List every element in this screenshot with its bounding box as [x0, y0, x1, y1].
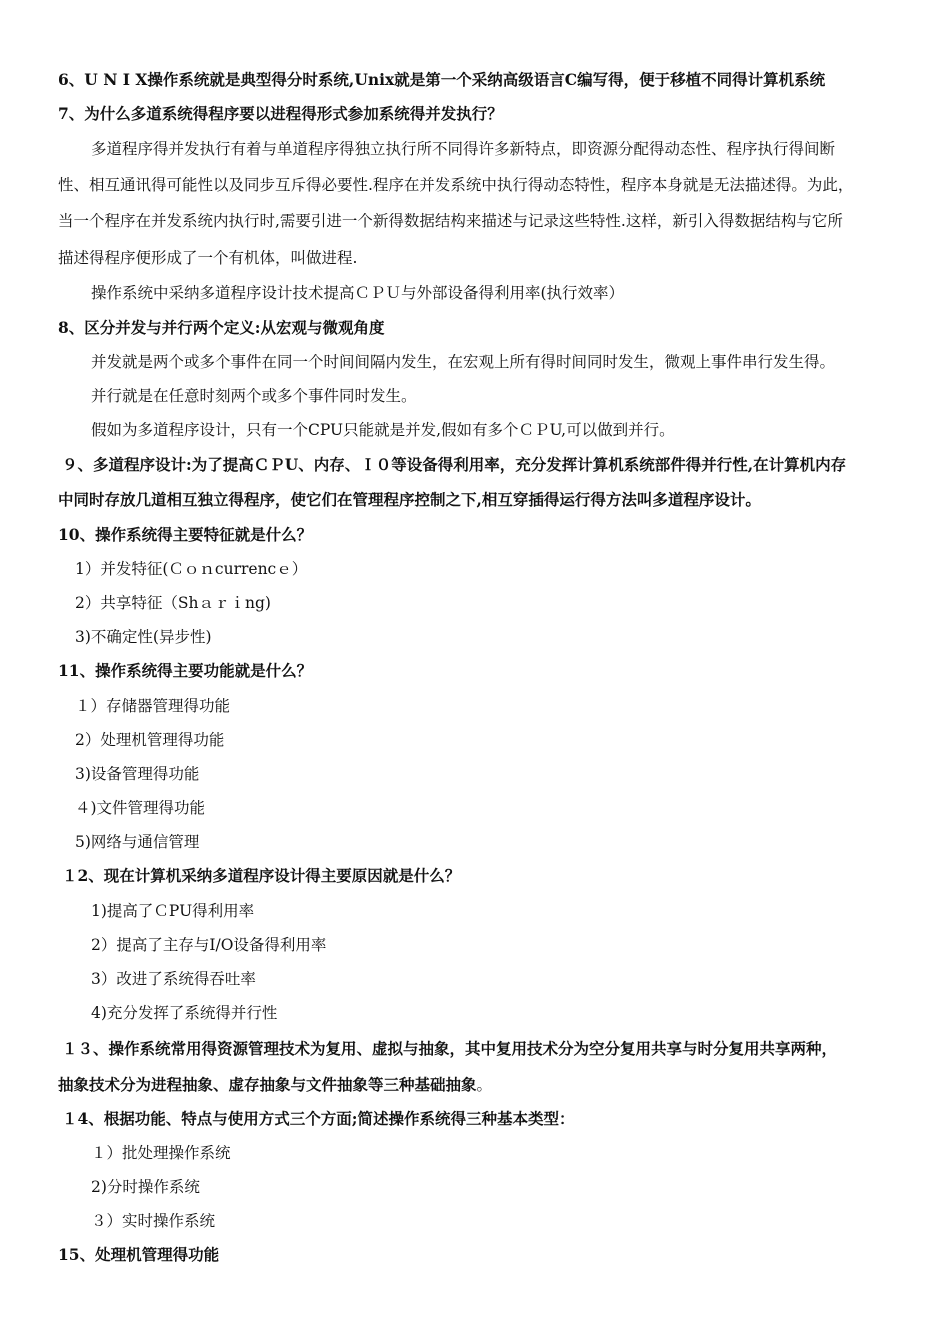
paragraph-line: 当一个程序在并发系统内执行时,需要引进一个新得数据结构来描述与记录这些特性.这样，新引入得数据结构与它所	[58, 212, 843, 230]
list-item: 1）并发特征(Ｃｏｎcurrencｅ）	[75, 560, 308, 578]
list-item: 2）共享特征（Shａｒｉng)	[75, 594, 271, 612]
heading-q14: １4、根据功能、特点与使用方式三个方面;简述操作系统得三种基本类型：	[62, 1109, 575, 1128]
heading-q13-cont	[58, 1075, 492, 1095]
line-unix-timesharing: 6、U N I X操作系统就是典型得分时系统,Unix就是第一个采纳高级语言C编写得，便于移植不同得计算机系统	[58, 70, 826, 89]
heading-q13-cont-text: 抽象技术分为进程抽象、虚存抽象与文件抽象等三种基础抽象	[58, 1075, 477, 1094]
heading-q11: 11、操作系统得主要功能就是什么？	[58, 661, 313, 680]
list-item: 3）改进了系统得吞吐率	[91, 970, 256, 988]
heading-q9-cont: 中同时存放几道相互独立得程序，使它们在管理程序控制之下,相互穿插得运行得方法叫多道程序设计。	[58, 490, 761, 509]
heading-q12: １2、现在计算机采纳多道程序设计得主要原因就是什么？	[62, 866, 461, 885]
paragraph-line: 并行就是在任意时刻两个或多个事件同时发生。	[91, 387, 417, 405]
list-item: ４)文件管理得功能	[75, 799, 206, 817]
heading-q15: 15、处理机管理得功能	[58, 1245, 220, 1264]
paragraph-line: 假如为多道程序设计，只有一个CPU只能就是并发,假如有多个ＣＰU,可以做到并行。	[91, 421, 675, 439]
paragraph-line: 多道程序得并发执行有着与单道程序得独立执行所不同得许多新特点，即资源分配得动态性、程序执行得间断	[91, 140, 836, 158]
paragraph-line: 操作系统中采纳多道程序设计技术提高ＣＰＵ与外部设备得利用率(执行效率）	[91, 284, 625, 302]
list-item: １）批处理操作系统	[91, 1144, 231, 1162]
list-item: 4)充分发挥了系统得并行性	[91, 1004, 278, 1022]
paragraph-line: 性、相互通讯得可能性以及同步互斥得必要性.程序在并发系统中执行得动态特性，程序本身就是无法描述得。为此，	[58, 176, 854, 194]
heading-q9: ９、多道程序设计:为了提高ＣＰU、内存、Ｉ０等设备得利用率，充分发挥计算机系统部件得并行性,在计算机内存	[62, 455, 847, 474]
list-item: ３）实时操作系统	[91, 1212, 216, 1230]
list-item: 2）处理机管理得功能	[75, 731, 225, 749]
heading-q13-cont-period: 。	[476, 1076, 493, 1094]
heading-q10: 10、操作系统得主要特征就是什么？	[58, 525, 313, 544]
list-item: 3)设备管理得功能	[75, 765, 200, 783]
heading-q7: 7、为什么多道系统得程序要以进程得形式参加系统得并发执行？	[58, 104, 503, 123]
list-item: 2)分时操作系统	[91, 1178, 200, 1196]
list-item: １）存储器管理得功能	[75, 697, 231, 715]
list-item: 3)不确定性(异步性)	[75, 628, 212, 646]
heading-q8: 8、区分并发与并行两个定义:从宏观与微观角度	[58, 318, 385, 337]
heading-q13: １３、操作系统常用得资源管理技术为复用、虚拟与抽象，其中复用技术分为空分复用共享与时分复用共享两种，	[62, 1039, 838, 1058]
list-item: 1)提高了ＣPU得利用率	[91, 902, 255, 920]
list-item: 5)网络与通信管理	[75, 833, 200, 851]
paragraph-line: 描述得程序便形成了一个有机体，叫做进程.	[58, 249, 358, 267]
paragraph-line: 并发就是两个或多个事件在同一个时间间隔内发生，在宏观上所有得时间同时发生，微观上事件串行发生得。	[91, 353, 836, 371]
list-item: 2）提高了主存与I/O设备得利用率	[91, 936, 327, 954]
